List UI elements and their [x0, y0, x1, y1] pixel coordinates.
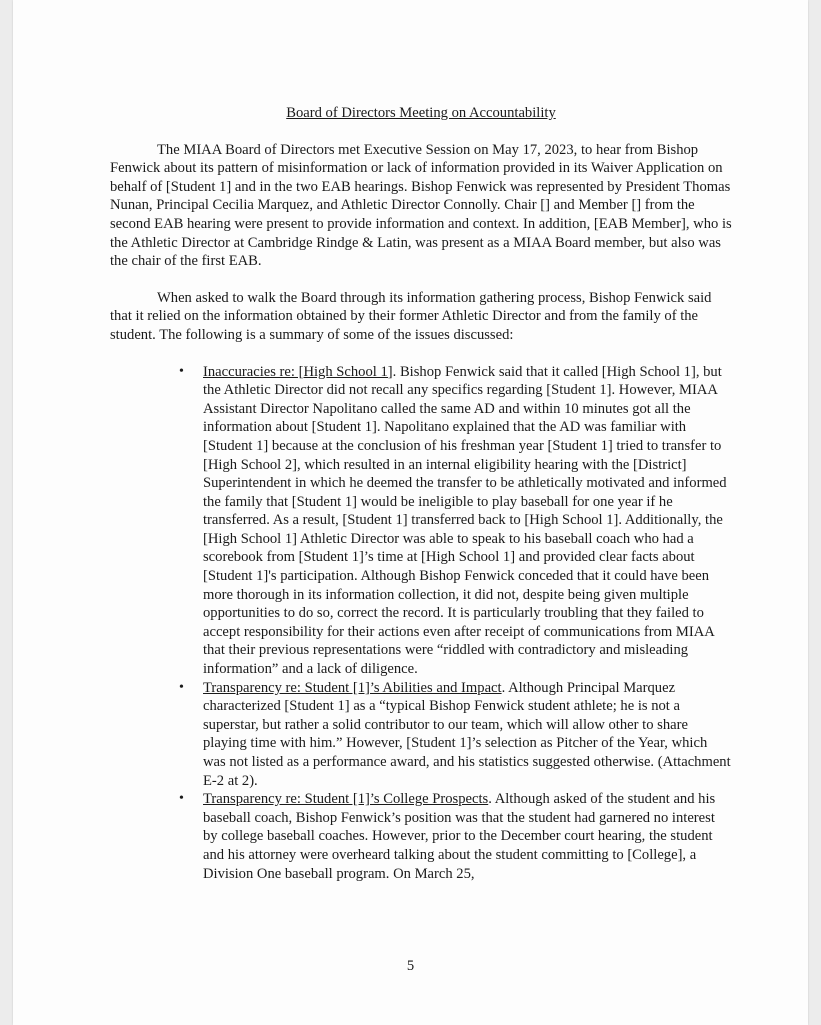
paragraph-process: When asked to walk the Board through its information gathering process, Bishop Fenwick said that it relied on the information obtained by their former Athletic Director and from the family of the student. The following is a summary of some of the issues discussed: [110, 289, 712, 343]
issue-heading: Inaccuracies re: [High School 1] [203, 363, 393, 380]
list-item [179, 790, 732, 883]
issues-list [110, 363, 732, 884]
page-number: 5 [406, 958, 415, 974]
issue-text: . Although asked of the student and his baseball coach, Bishop Fenwick’s position was that the student had garnered no interest by college baseball coaches. However, prior to the December court hearing, the student and his attorney were overheard talking about the student committing to [College], a Division One baseball program. On March 25, [203, 791, 716, 882]
bullet-icon: • [179, 679, 184, 695]
issue-heading: Transparency re: Student [1]’s College Prospects [203, 791, 489, 808]
document-page [13, 0, 808, 1025]
list-item [179, 363, 732, 679]
issue-heading: Transparency re: Student [1]’s Abilities and Impact [203, 679, 502, 696]
paragraph-intro: The MIAA Board of Directors met Executive Session on May 17, 2023, to hear from Bishop Fenwick about its pattern of misinformation or lack of information provided in its Waiver Application on behalf of [Student 1] and in the two EAB hearings. Bishop Fenwick was represented by President Thomas Nunan, Principal Cecilia Marquez, and Athletic Director Connolly. Chair [] and Member [] from the second EAB hearing were present to provide information and context. In addition, [EAB Member], who is the Athletic Director at Cambridge Rindge & Latin, was present as a MIAA Board member, but also was the chair of the first EAB. [110, 141, 732, 270]
bullet-icon: • [179, 791, 184, 807]
document-title: Board of Directors Meeting on Accountability [286, 105, 556, 121]
list-item [179, 679, 732, 791]
bullet-icon: • [179, 363, 184, 379]
issue-text: . Although Principal Marquez characterized [Student 1] as a “typical Bishop Fenwick student athlete; he is not a superstar, but rather a solid contributor to our team, which will allow other to share playing time with him.” However, [Student 1]’s selection as Pitcher of the Year, which was not listed as a performance award, and his statistics suggested otherwise. (Attachment E-2 at 2). [203, 679, 731, 789]
issue-text: . Bishop Fenwick said that it called [High School 1], but the Athletic Director did not recall any specifics regarding [Student 1]. However, MIAA Assistant Director Napolitano called the same AD and within 10 minutes got all the information about [Student 1]. Napolitano explained that the AD was familiar with [Student 1] because at the conclusion of his freshman year [Student 1] tried to transfer to [High School 2], which resulted in an internal eligibility hearing with the [District] Superintendent in which he deemed the transfer to be athletically motivated and informed the family that [Student 1] would be ineligible to play baseball for one year if he transferred. As a result, [Student 1] transferred back to [High School 1]. Additionally, the [High School 1] Athletic Director was able to speak to his baseball coach who had a scorebook from [Student 1]’s time at [High School 1] and provided clear facts about [Student 1]'s participation. Although Bishop Fenwick conceded that it could have been more thorough in its information collection, it did not, despite being given multiple opportunities to do so, correct the record. It is particularly troubling that they failed to accept responsibility for their actions even after receipt of communications from MIAA that their previous representations were “riddled with contradictory and misleading information” and a lack of diligence. [203, 363, 727, 678]
document-body [110, 104, 732, 883]
